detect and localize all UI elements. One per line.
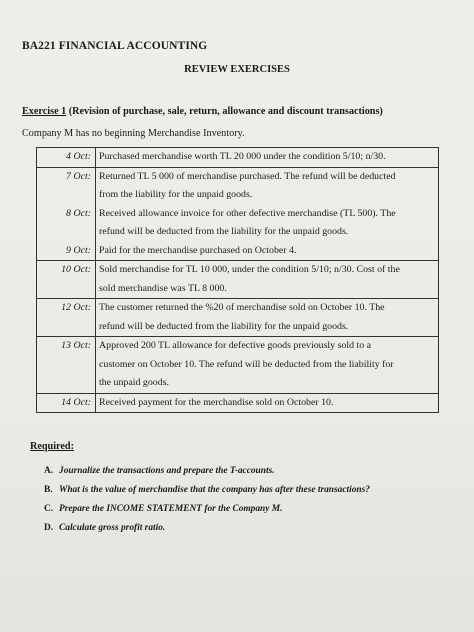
transaction-text: sold merchandise was TL 8 000.: [99, 282, 227, 294]
transaction-date: 8 Oct:: [37, 205, 96, 224]
transaction-text: customer on October 10. The refund will be deducted from the liability for: [99, 358, 394, 370]
transaction-row: [37, 242, 439, 261]
course-title: BA221 FINANCIAL ACCOUNTING: [22, 40, 208, 52]
requirement-text: Journalize the transactions and prepare the T-accounts.: [59, 466, 275, 476]
transaction-row: [37, 280, 439, 299]
transaction-row: [37, 356, 439, 375]
requirement-text: Prepare the INCOME STATEMENT for the Company M.: [59, 504, 283, 514]
transaction-text: Returned TL 5 000 of merchandise purchased. The refund will be deducted: [96, 167, 439, 186]
transaction-date: 13 Oct:: [37, 337, 96, 356]
requirement-letter: D.: [44, 523, 54, 533]
transaction-text: Received payment for the merchandise sold on October 10.: [96, 393, 439, 413]
transaction-row: [37, 374, 439, 393]
requirements-list: [44, 462, 370, 538]
transactions-table: [36, 147, 439, 413]
transaction-date: [37, 356, 96, 375]
transaction-date: 4 Oct:: [37, 148, 96, 168]
transaction-date: [37, 223, 96, 242]
exercise-number: Exercise 1: [22, 106, 67, 117]
transaction-row: [37, 223, 439, 242]
transaction-row: [37, 261, 439, 280]
transaction-text: Received allowance invoice for other defective merchandise (TL 500). The: [99, 207, 396, 219]
exercise-title: [22, 106, 383, 117]
requirement-letter: C.: [44, 504, 54, 514]
transaction-date: [37, 374, 96, 393]
requirement-item: [44, 519, 370, 538]
transaction-row: [37, 167, 439, 186]
requirement-letter: A.: [44, 466, 54, 476]
transaction-text: refund will be deducted from the liability for the unpaid goods.: [99, 226, 349, 237]
requirement-item: [44, 462, 370, 481]
required-heading: Required:: [30, 441, 74, 452]
transaction-row: [37, 318, 439, 337]
exercise-intro: Company M has no beginning Merchandise Inventory.: [22, 128, 245, 139]
document-subtitle: REVIEW EXERCISES: [184, 64, 290, 75]
transaction-text: Sold merchandise for TL 10 000, under the condition 5/10; n/30. Cost of the: [96, 261, 439, 280]
transaction-date: 12 Oct:: [37, 299, 96, 318]
transaction-text: refund will be deducted from the liability for the unpaid goods.: [99, 320, 349, 332]
transaction-text: Paid for the merchandise purchased on October 4.: [99, 244, 297, 256]
transaction-date: [37, 186, 96, 205]
transaction-date: 14 Oct:: [37, 393, 96, 413]
transaction-date: 10 Oct:: [37, 261, 96, 280]
requirement-text: What is the value of merchandise that the company has after these transactions?: [59, 485, 370, 495]
transaction-date: [37, 280, 96, 299]
transaction-row: [37, 148, 439, 168]
transaction-text: Purchased merchandise worth TL 20 000 under the condition 5/10; n/30.: [99, 151, 386, 162]
requirement-text: Calculate gross profit ratio.: [59, 523, 166, 533]
transaction-text: Approved 200 TL allowance for defective goods previously sold to a: [96, 337, 439, 356]
requirement-letter: B.: [44, 485, 53, 495]
transaction-text: from the liability for the unpaid goods.: [99, 189, 253, 200]
transaction-date: [37, 318, 96, 337]
transaction-row: [37, 205, 439, 224]
exercise-description: (Revision of purchase, sale, return, allowance and discount transactions): [66, 106, 383, 117]
transaction-row: [37, 299, 439, 318]
transaction-date: 7 Oct:: [37, 167, 96, 186]
requirement-item: [44, 500, 370, 519]
transaction-date: 9 Oct:: [37, 242, 96, 261]
transaction-row: [37, 337, 439, 356]
transaction-row: [37, 186, 439, 205]
transaction-text: the unpaid goods.: [99, 377, 169, 388]
requirement-item: [44, 481, 370, 500]
transaction-text: The customer returned the %20 of merchandise sold on October 10. The: [96, 299, 439, 318]
transaction-row: [37, 393, 439, 413]
